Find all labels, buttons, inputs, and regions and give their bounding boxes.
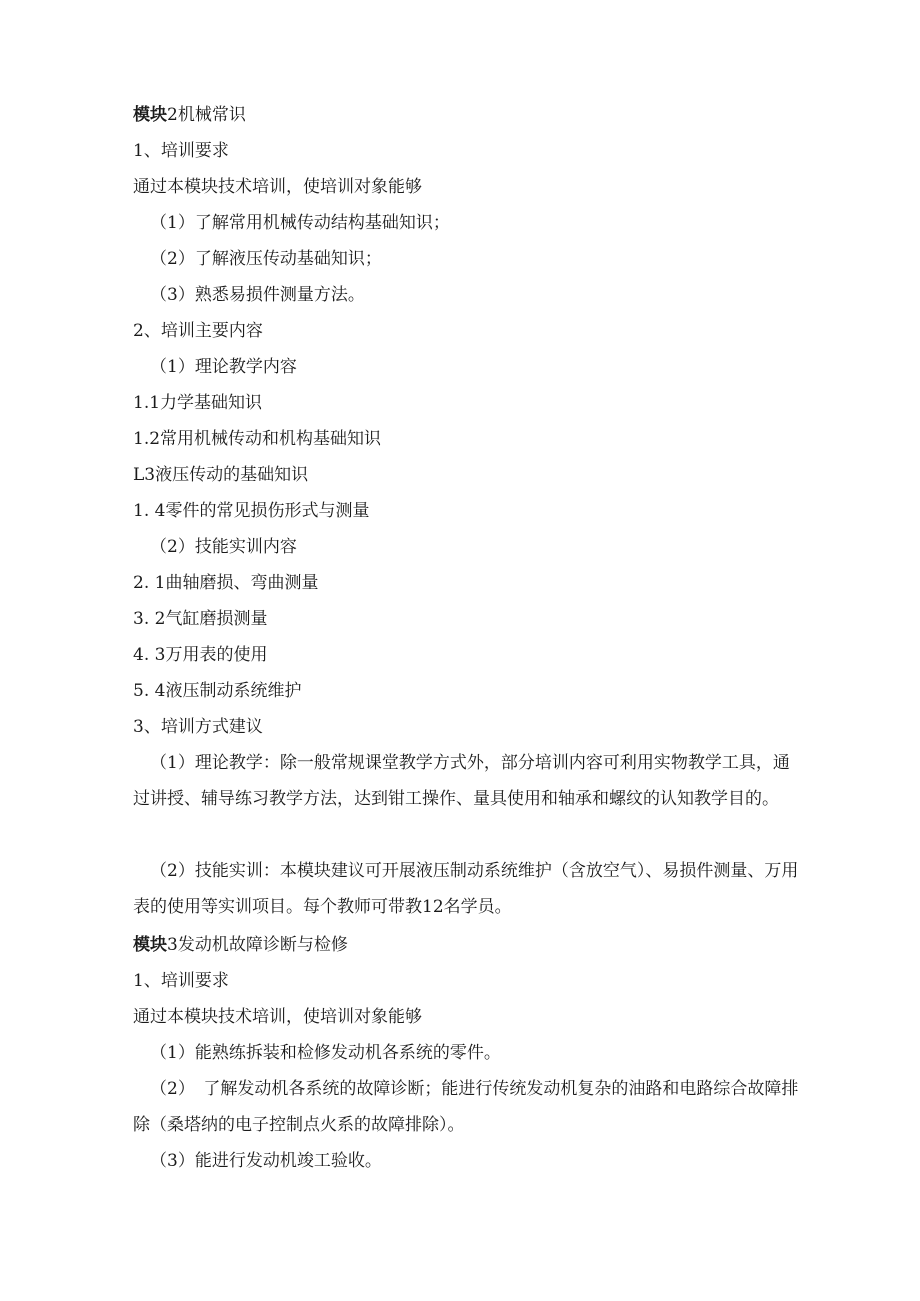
module2-requirement-3: （3）熟悉易损件测量方法。 (150, 285, 365, 305)
module2-skill-item-1: 2. 1曲轴磨损、弯曲测量 (133, 573, 319, 593)
module2-requirement-1: （1）了解常用机械传动结构基础知识； (150, 213, 450, 233)
module3-requirement-2-paragraph: （2） 了解发动机各系统的故障诊断；能进行传统发动机复杂的油路和电路综合故障排除（桑塔纳的电子控制点火系的故障排除）。 (133, 1079, 799, 1135)
module3-intro: 通过本模块技术培训，使培训对象能够 (133, 1007, 422, 1027)
module2-skill-item-4: 5. 4液压制动系统维护 (133, 681, 302, 701)
module3-section1-heading: 1、培训要求 (133, 971, 229, 991)
module2-skill-item-3: 4. 3万用表的使用 (133, 645, 268, 665)
module3-title-bold: 模块 (133, 935, 167, 955)
module2-method-theory-paragraph: （1）理论教学：除一般常规课堂教学方式外，部分培训内容可利用实物教学工具，通过讲授、辅导练习教学方法，达到钳工操作、量具使用和轴承和螺纹的认知教学目的。 (133, 753, 790, 809)
module2-skill-item-2: 3. 2气缸磨损测量 (133, 609, 268, 629)
module3-title (133, 934, 348, 956)
module2-title-rest: 2机械常识 (167, 105, 246, 125)
module3-title-rest: 3发动机故障诊断与检修 (167, 935, 348, 955)
module3-requirement-3: （3）能进行发动机竣工验收。 (150, 1151, 382, 1171)
module2-section2-heading: 2、培训主要内容 (133, 321, 263, 341)
module2-theory-item-3: L3液压传动的基础知识 (133, 465, 309, 485)
module2-intro: 通过本模块技术培训，使培训对象能够 (133, 177, 422, 197)
module2-theory-item-4: 1. 4零件的常见损伤形式与测量 (133, 501, 370, 521)
module2-title-bold: 模块 (133, 105, 167, 125)
module3-requirement-1: （1）能熟练拆装和检修发动机各系统的零件。 (150, 1043, 501, 1063)
module2-skill-heading: （2）技能实训内容 (150, 537, 297, 557)
module2-section3-heading: 3、培训方式建议 (133, 717, 263, 737)
module2-requirement-2: （2）了解液压传动基础知识； (150, 249, 382, 269)
module2-theory-heading: （1）理论教学内容 (150, 357, 297, 377)
module2-section1-heading: 1、培训要求 (133, 141, 229, 161)
module2-method-skill-paragraph: （2）技能实训：本模块建议可开展液压制动系统维护（含放空气）、易损件测量、万用表的使用等实训项目。每个教师可带教12名学员。 (133, 861, 799, 917)
module2-theory-item-1: 1.1力学基础知识 (133, 393, 263, 413)
module2-theory-item-2: 1.2常用机械传动和机构基础知识 (133, 429, 382, 449)
module2-title (133, 104, 246, 126)
